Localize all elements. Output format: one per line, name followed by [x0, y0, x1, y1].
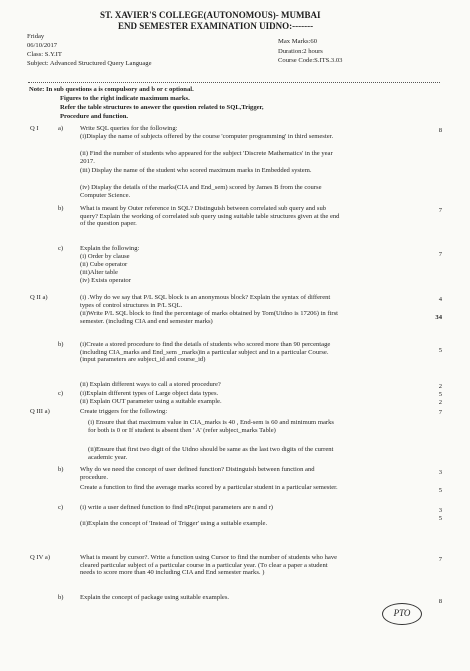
q3-b-text-2: Create a function to find the average marks scored by a particular student in a particular semester. [80, 484, 338, 491]
q1-a-text: Write SQL queries for the following: [80, 125, 178, 132]
max-marks: Max Marks:60 [278, 38, 318, 45]
q1-a-ii: (ii) Find the number of students who appeared for the subject 'Discrete Mathematics' in the year 2017. [80, 150, 333, 165]
q1-a-i: (i)Display the name of subjects offered by the course 'computer programming' in third semester. [80, 133, 334, 140]
q3-b-label: b) [58, 466, 64, 473]
note-line-1: Note: In sub questions a is compulsory and b or c optional. [29, 86, 194, 93]
q2-b-label: b) [58, 341, 64, 348]
q3-b-marks-1: 3 [438, 469, 442, 476]
q1-a-marks: 8 [438, 127, 442, 134]
college-title: ST. XAVIER'S COLLEGE(AUTONOMOUS)- MUMBAI [100, 10, 321, 20]
q1-a-iv: (iv) Display the details of the marks(CIA and End_sem) scored by James B from the course Computer Science. [80, 184, 322, 199]
q1-c-ii: (ii) Cube operator [80, 261, 128, 268]
duration: Duration:2 hours [278, 48, 323, 55]
q3-b-text: Why do we need the concept of user defined function? Distinguish between function and procedure. [80, 466, 315, 481]
q2-c-i: (i)Explain different types of Large object data types. [80, 390, 219, 397]
q1-b-label: b) [58, 205, 64, 212]
q2-b-marks: 5 [438, 347, 442, 354]
q3-a-ii: (ii)Ensure that first two digit of the Uidno should be same as the last two digits of the current academic year. [88, 446, 334, 461]
q3-a-text: Create triggers for the following: [80, 408, 168, 415]
q4-b-text: Explain the concept of package using suitable examples. [80, 594, 230, 601]
q2-c-label: c) [58, 390, 64, 397]
exam-date: 06/10/2017 [27, 42, 58, 49]
q3-c-i: (i) write a user defined function to find nPr.(input parameters are n and r) [80, 504, 273, 511]
separator-line [28, 82, 440, 83]
q2-b-i: (i)Create a stored procedure to find the details of students who scored more than 90 percentage (including CIA_marks and End_sem _marks)in a particular subject and in a particular Course.(input parameters are subject_id and course_id) [80, 341, 331, 364]
q3-b-marks-2: 5 [438, 487, 442, 494]
q1-b-text: What is meant by Outer reference in SQL? Distinguish between correlated sub query and sub query? Explain the working of correlated sub query using suitable table structures given at the end of the question paper. [80, 205, 340, 228]
q1-c-iii: (iii)Alter table [80, 269, 118, 276]
q2-c-ii: (ii) Explain OUT parameter using a suitable example. [80, 398, 222, 405]
q3-a-marks: 7 [438, 409, 442, 416]
q2-c-marks-2: 2 [438, 399, 442, 406]
exam-title: END SEMESTER EXAMINATION UIDNO:------- [118, 21, 314, 31]
q3-c-label: c) [58, 504, 64, 511]
q4-a-text: What is meant by cursor?. Write a function using Cursor to find the number of students who have cleared particular subject of a particular course in a particular year. (To clear a paper a student needs to score more than 40 including CIA and End semester marks. ) [80, 554, 338, 577]
q1-a-iii: (iii) Display the name of the student who scored maximum marks in Embedded system. [80, 167, 312, 174]
q1-b-marks: 7 [438, 207, 442, 214]
q3-c-marks-2: 5 [438, 515, 442, 522]
question-1-label: Q I [30, 125, 39, 132]
question-2-label: Q II a) [30, 294, 48, 301]
note-line-4: Procedure and function. [60, 113, 129, 120]
q3-c-marks-1: 3 [438, 507, 442, 514]
q2-a-marks-2: 34 [435, 314, 442, 321]
q4-a-marks: 7 [438, 556, 442, 563]
pto-mark [382, 603, 422, 625]
q2-a-marks-1: 4 [438, 296, 442, 303]
course-code: Course Code:S.ITS.3.03 [278, 57, 343, 64]
class-label: Class: S.Y.IT [27, 51, 62, 58]
subject-label: Subject: Advanced Structured Query Language [27, 60, 152, 67]
q4-b-marks: 8 [438, 598, 442, 605]
q1-c-label: c) [58, 245, 64, 252]
question-3-label: Q III a) [30, 408, 50, 415]
q1-c-i: (i) Order by clause [80, 253, 130, 260]
note-line-2: Figures to the right indicate maximum marks. [60, 95, 190, 102]
exam-day: Friday [27, 33, 45, 40]
note-line-3: Refer the table structures to answer the question related to SQL,Trigger, [60, 104, 264, 111]
q2-b-marks-2: 2 [438, 383, 442, 390]
q1-c-text: Explain the following: [80, 245, 140, 252]
q2-b-ii: (ii) Explain different ways to call a stored procedure? [80, 381, 221, 388]
q1-c-iv: (iv) Exists operator [80, 277, 131, 284]
q3-c-ii: (ii)Explain the concept of 'Instead of Trigger' using a suitable example. [80, 520, 268, 527]
q2-a-ii: (ii)Write P/L SQL block to find the percentage of marks obtained by Tom(Uidno is 17206) in first semester. (including CIA and end semester marks) [80, 310, 338, 325]
q2-c-marks-1: 5 [438, 391, 442, 398]
q2-a-i: (i) .Why do we say that P/L SQL block is an anonymous block? Explain the syntax of different types of control structures in P/L SQL. [80, 294, 331, 309]
q1-a-label: a) [58, 125, 64, 132]
pto-text: PTO [393, 608, 411, 618]
q3-a-i: (i) Ensure that that maximum value in CIA_marks is 40 , End-sem is 60 and minimum marks for both is 0 or If student is absent then ' A' (refer subject_marks Table) [88, 419, 334, 434]
q1-c-marks: 7 [438, 251, 442, 258]
question-4-label: Q IV a) [30, 554, 51, 561]
q4-b-label: b) [58, 594, 64, 601]
